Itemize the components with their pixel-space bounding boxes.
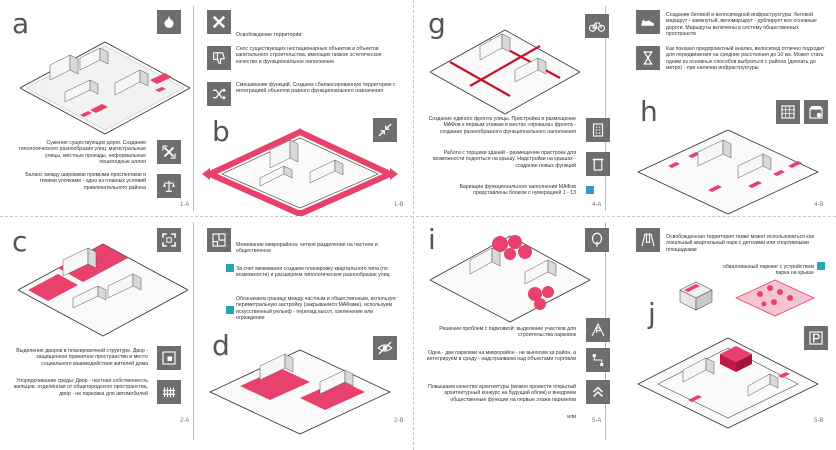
roof-park-model bbox=[730, 276, 820, 320]
parking-box-model bbox=[676, 278, 716, 314]
text-park: Освобожденная территория также может использоваться как локальный квартальный парк с детскими или спортивными площадками bbox=[666, 234, 814, 253]
fence-icon bbox=[160, 383, 178, 401]
diagram-b-axonometric bbox=[200, 128, 400, 216]
hourglass-icon bbox=[639, 49, 657, 67]
building-icon bbox=[589, 121, 607, 139]
diagram-a-axonometric bbox=[20, 40, 190, 135]
kiosk-icon bbox=[589, 155, 607, 173]
shop-icon bbox=[807, 103, 825, 121]
panel-letter-d: d bbox=[212, 329, 230, 362]
text-roads: Сужение существующих дорог. Создание типологического разнообразия улиц: магистральные улицы, местные проезды, неформальные пешеходные аллеи bbox=[18, 140, 146, 166]
hourglass-icon-box bbox=[636, 46, 660, 70]
code-2b: 2-B bbox=[394, 418, 404, 424]
narrow-road-icon-box bbox=[157, 140, 181, 164]
teal-marker-1 bbox=[226, 264, 234, 272]
diagram-j-axonometric bbox=[628, 332, 828, 432]
shop-icon-box bbox=[804, 100, 828, 124]
frame-icon-box bbox=[157, 228, 181, 252]
panel-letter-h: h bbox=[640, 95, 658, 128]
teal-marker-4 bbox=[817, 262, 825, 270]
text-lots: Одна - две парковки на микрорайон - не выносим за район, а интегрируем в среду - надстраиваем над объектами торговли bbox=[426, 350, 576, 363]
code-5a: 5-A bbox=[592, 418, 602, 424]
text-mix: Смешивание функций. Создаем сбалансированную территорию с интеграцией объектов разного функционального назначения bbox=[236, 82, 396, 95]
layout-icon bbox=[160, 349, 178, 367]
route-icon-box bbox=[586, 348, 610, 372]
text-quality: Повышаем качество архитектуры (можно провести открытый архитектурный конкурс на будущий облик) и внедряем общественные функции на первые этажи паркингов bbox=[428, 384, 576, 403]
code-2a: 2-A bbox=[180, 418, 190, 424]
shuffle-icon-box bbox=[207, 82, 231, 106]
code-4a: 4-A bbox=[592, 202, 602, 208]
sneaker-icon-box bbox=[636, 10, 660, 34]
floorplan-icon-box bbox=[207, 228, 231, 252]
text-demolish: Снос существующих нестационарных объектов и объектов капитального строительства, имеющих низкое эстетическое качество и функциональное наполнение bbox=[236, 46, 382, 65]
text-yards: Выделение дворов в планировочной структуре. Двор - защищенное приватное пространство и место социального взаимодействия жителей дома bbox=[16, 348, 148, 367]
demolish-icon bbox=[210, 13, 228, 31]
code-4b: 4-B bbox=[814, 202, 824, 208]
thumbs-down-icon bbox=[210, 49, 228, 67]
teal-marker-3 bbox=[586, 186, 594, 194]
row-divider-left bbox=[0, 216, 413, 217]
text-analysis: Как показал предпроектный анализ, велосипед отлично подходит для передвижения на средние расстояния до 10 км. Может стать одним из основных способов выбраться с района (доехать до метро) - при наличии инфраструктуры bbox=[666, 46, 825, 72]
text-clear: Освобождение территории: bbox=[236, 32, 303, 38]
building-icon-box bbox=[586, 118, 610, 142]
route-icon bbox=[589, 351, 607, 369]
text-ends: Работа с торцами зданий - размещение пристроек для возможности подняться на крышу. Надстройки на крышах - создание новых функций bbox=[432, 150, 576, 169]
text-roofpark: обвалованный паркинг с устройством парка на крыше bbox=[722, 264, 814, 277]
teal-marker-2 bbox=[226, 306, 234, 314]
thumbs-down-icon-box bbox=[207, 46, 231, 70]
text-border: Обозначаем границу между частным и общественным, используя: периметральную застройку (закрываемся МАФами), используем искусственный рельеф - перепад высот, озеленение или ограждение bbox=[236, 296, 397, 322]
center-divider bbox=[413, 0, 414, 450]
scales-icon-box bbox=[157, 174, 181, 198]
text-routes: Создание беговой и велосипедной инфраструктуры: беговой маршрут - замкнутый, веломаршрут - дублирует все основные дороги. Маршруты включены в систему общественных пространств bbox=[666, 12, 817, 38]
column-line-a bbox=[193, 6, 194, 211]
diagram-h-axonometric bbox=[628, 126, 828, 216]
trees-icon bbox=[588, 231, 606, 249]
code-5b: 5-B bbox=[814, 418, 824, 424]
diagram-i-axonometric bbox=[430, 224, 590, 324]
text-variants: Вариации функционального наполнения МАФов представлены блоком с нумерацией 1 - 13 bbox=[459, 184, 576, 197]
panel-letter-i: i bbox=[428, 223, 436, 256]
column-line-c bbox=[193, 222, 194, 440]
text-split: Межевание микрорайона: четкое разделение на частное и общественное bbox=[236, 242, 378, 255]
parking-road-icon bbox=[589, 321, 607, 339]
panel-letter-g: g bbox=[428, 7, 446, 40]
frame-icon bbox=[160, 231, 178, 249]
flame-icon bbox=[160, 13, 178, 31]
code-1a: 1-A bbox=[180, 202, 190, 208]
text-quarter: За счет межевания создаем планировку квартального типа (по возможности) и расширяем типологическое разнообразие улиц bbox=[236, 266, 390, 279]
text-front: Создание единого фронта улицы. Пристройка и размещение МАФов к первым этажам в местах «провала» фронта - создание разнообразного функционального наполнения bbox=[428, 116, 576, 135]
swing-icon-box bbox=[636, 228, 660, 252]
shuffle-icon bbox=[210, 85, 228, 103]
parking-road-icon-box bbox=[586, 318, 610, 342]
chevrons-up-icon bbox=[589, 383, 607, 401]
narrow-road-icon bbox=[160, 143, 178, 161]
chevrons-up-icon-box bbox=[586, 380, 610, 404]
grid-building-icon-box bbox=[776, 100, 800, 124]
text-parking: Решение проблем с парковкой: выделение участков для строительства парковок bbox=[439, 326, 576, 339]
sneaker-icon bbox=[639, 13, 657, 31]
layout-icon-box bbox=[157, 346, 181, 370]
scales-icon bbox=[160, 177, 178, 195]
diagram-c-axonometric bbox=[18, 238, 188, 338]
panel-letter-c: c bbox=[12, 225, 28, 258]
text-balance: Баланс между широкими прямыми проспектами и тихими улочками - одно из главных условий привлекательного района bbox=[25, 172, 146, 191]
diagram-d-axonometric bbox=[200, 346, 400, 436]
grid-building-icon bbox=[779, 103, 797, 121]
bicycle-icon bbox=[588, 17, 606, 35]
trees-icon-box bbox=[585, 228, 609, 252]
row-divider-right bbox=[416, 216, 836, 217]
text-or: или bbox=[567, 414, 576, 420]
panel-letter-b: b bbox=[212, 115, 230, 148]
demolish-icon-box bbox=[207, 10, 231, 34]
flame-icon-box bbox=[157, 10, 181, 34]
diagram-g-axonometric bbox=[430, 26, 580, 116]
bicycle-icon-box bbox=[585, 14, 609, 38]
floorplan-icon bbox=[210, 231, 228, 249]
code-1b: 1-B bbox=[394, 202, 404, 208]
panel-letter-j: j bbox=[648, 297, 656, 330]
swing-icon bbox=[639, 231, 657, 249]
panel-letter-a: a bbox=[12, 7, 30, 40]
text-order: Упорядочивание среды: Двор - частная собственность жильцов, отделённая от общегородского пространства, двор - не парковка для автомобилей bbox=[14, 378, 148, 397]
kiosk-icon-box bbox=[586, 152, 610, 176]
fence-icon-box bbox=[157, 380, 181, 404]
